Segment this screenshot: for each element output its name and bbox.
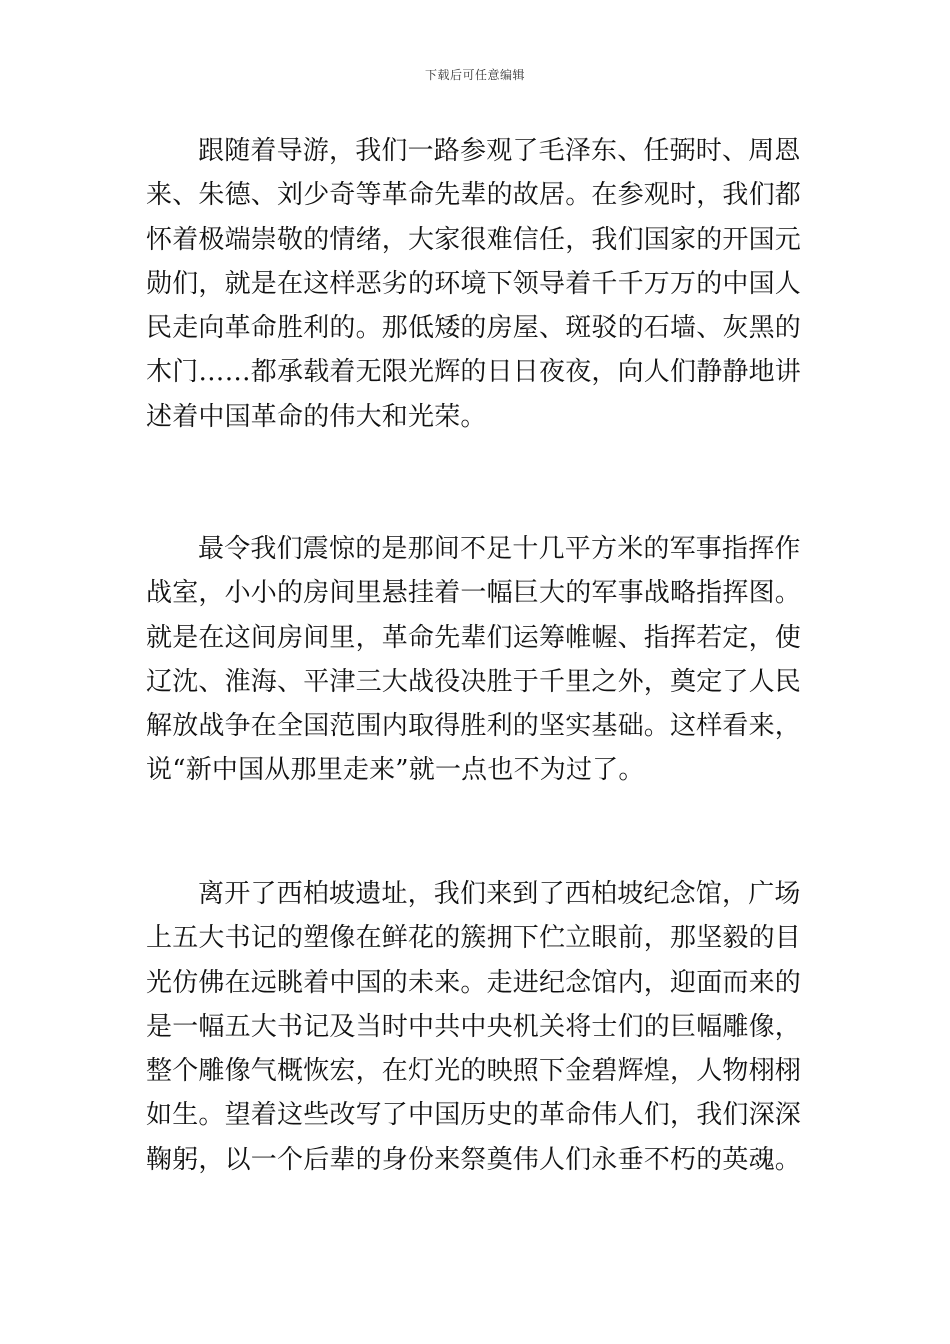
paragraph-1: 跟随着导游，我们一路参观了毛泽东、任弼时、周恩 来、朱德、刘少奇等革命先辈的故居。在参观时，我们都 怀着极端崇敬的情绪，大家很难信任，我们国家的开国元 勋们，就是在这样恶劣的环境下领导着千千万万的中国人 民走向革命胜利的。那低矮的房屋、斑驳的石墙、灰黑的 木门……都承载着无限光辉的日日夜夜，向人们静静地讲 述着中国革命的伟大和光荣。	[146, 136, 802, 432]
paragraph-2: 最令我们震惊的是那间不足十几平方米的军事指挥作 战室，小小的房间里悬挂着一幅巨大的军事战略指挥图。 就是在这间房间里，革命先辈们运筹帷幄、指挥若定，使 辽沈、淮海、平津三大战役决胜于千里之外，奠定了人民 解放战争在全国范围内取得胜利的坚实基础。这样看来， 说“新中国从那里走来”就一点也不为过了。	[146, 534, 802, 786]
page-header: 下载后可任意编辑	[424, 68, 525, 82]
paragraph-3: 离开了西柏坡遗址，我们来到了西柏坡纪念馆，广场 上五大书记的塑像在鲜花的簇拥下伫立眼前，那坚毅的目 光仿佛在远眺着中国的未来。走进纪念馆内，迎面而来的 是一幅五大书记及当时中共中央机关将士们的巨幅雕像， 整个雕像气概恢宏，在灯光的映照下金碧辉煌，人物栩栩 如生。望着这些改写了中国历史的革命伟人们，我们深深 鞠躬，以一个后辈的身份来祭奠伟人们永垂不朽的英魂。	[146, 879, 802, 1175]
